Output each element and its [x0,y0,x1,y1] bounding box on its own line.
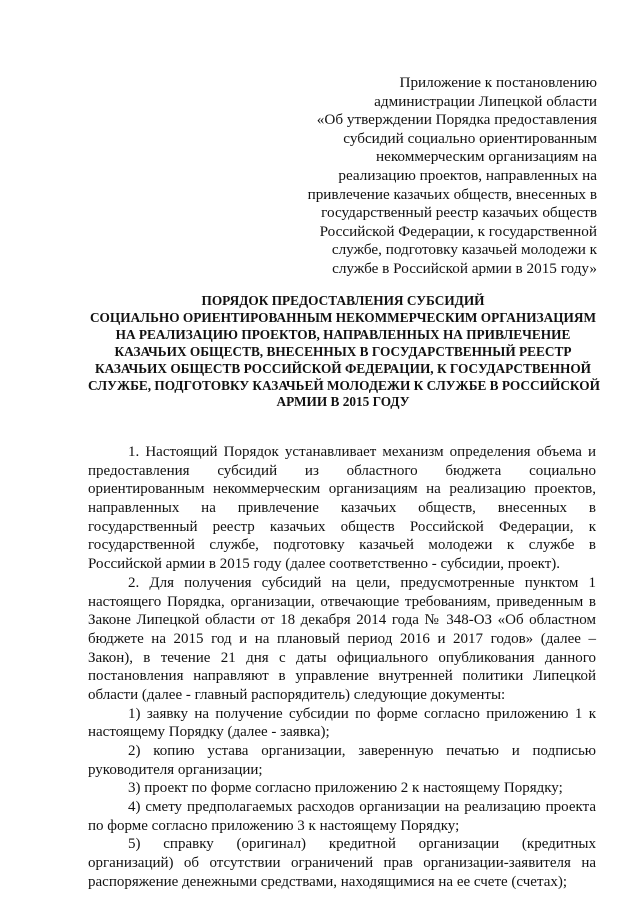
title-line: ПОРЯДОК ПРЕДОСТАВЛЕНИЯ СУБСИДИЙ [201,293,485,308]
paragraph-2-line: области (далее - главный распорядитель) следующие документы: [88,686,506,703]
title-line: АРМИИ В 2015 ГОДУ [276,394,410,410]
list-item-5-line: распоряжение денежными средствами, находящимися на ее счете (счетах); [88,873,568,890]
appendix-line: Российской Федерации, к государственной [319,222,597,240]
list-item-4-line: 4) смету предполагаемых расходов организации на реализацию проекта [128,799,596,816]
list-item-1-line: 1) заявку на получение субсидии по форме согласно приложению 1 к [128,705,596,722]
title-line: КАЗАЧЬИХ ОБЩЕСТВ РОССИЙСКОЙ ФЕДЕРАЦИИ, К ГОСУДАРСТВЕННОЙ [94,360,592,376]
paragraph-1-line: предоставления субсидий из областного бюджета социально [88,462,596,479]
title-line: СОЦИАЛЬНО ОРИЕНТИРОВАННЫМ НЕКОММЕРЧЕСКИМ ОРГАНИЗАЦИЯМ [89,309,597,325]
document-title [88,293,598,411]
appendix-header [297,74,597,279]
paragraph-2-line: Закон), в течение 21 дня с даты официального опубликования данного [88,649,596,666]
list-item-2-line: руководителя организации; [88,761,263,778]
title-line: КАЗАЧЬИХ ОБЩЕСТВ, ВНЕСЕННЫХ В ГОСУДАРСТВЕННЫЙ РЕЕСТР [114,343,572,359]
paragraph-1-line: 1. Настоящий Порядок устанавливает механизм определения объема и [128,444,596,460]
appendix-line: службе, подготовку казачьей молодежи к [331,241,597,259]
list-item-4-line: по форме согласно приложению 3 к настоящему Порядку; [88,817,460,834]
list-item-1-line: настоящему Порядку (далее - заявка); [88,724,330,741]
paragraph-2-line: Законе Липецкой области от 18 декабря 2014 года № 348-ОЗ «Об областном [88,612,596,629]
appendix-line: привлечение казачьих обществ, внесенных в [307,185,597,203]
paragraph-2-line: бюджете на 2015 год и на плановый период 2016 и 2017 годов» (далее – [88,630,596,647]
paragraph-1-line: государственной службе, подготовку казачьей молодежи к службе в [88,537,596,554]
appendix-line: некоммерческим организациям на [375,148,597,166]
paragraph-1-line: направленных на привлечение казачьих обществ, внесенных в [88,500,596,517]
list-item-5-line: организаций) об отсутствии ограничений прав организации-заявителя на [88,855,596,872]
appendix-line: Приложение к постановлению [399,74,597,91]
paragraph-1-line: ориентированным некоммерческим организациям на реализацию проектов, [88,481,596,498]
paragraph-1-line: государственный реестр казачьих обществ Российской Федерации, к [88,518,596,535]
document-body [88,443,596,892]
paragraph-2-line: настоящего Порядка, организации, отвечающие требованиям, приведенным в [88,593,596,610]
appendix-line: реализацию проектов, направленных на [338,166,597,184]
appendix-line: субсидий социально ориентированным [343,129,597,147]
title-line: СЛУЖБЕ, ПОДГОТОВКУ КАЗАЧЬЕЙ МОЛОДЕЖИ К СЛУЖБЕ В РОССИЙСКОЙ [88,377,600,393]
appendix-line: государственный реестр казачьих обществ [321,204,597,222]
appendix-line: администрации Липецкой области [374,92,597,110]
title-line: НА РЕАЛИЗАЦИЮ ПРОЕКТОВ, НАПРАВЛЕННЫХ НА ПРИВЛЕЧЕНИЕ [115,326,571,342]
list-item-2-line: 2) копию устава организации, заверенную печатью и подписью [128,743,596,759]
appendix-line: «Об утверждении Порядка предоставления [316,111,597,129]
list-item-5-line: 5) справку (оригинал) кредитной организации (кредитных [128,836,596,853]
paragraph-2-line: постановления направляют в управление внутренней политики Липецкой [88,668,596,685]
appendix-line: службе в Российской армии в 2015 году» [332,259,597,277]
paragraph-2-line: 2. Для получения субсидий на цели, предусмотренные пунктом 1 [128,574,596,591]
list-item-3-line: 3) проект по форме согласно приложению 2 к настоящему Порядку; [128,780,563,797]
paragraph-1-line: Российской армии в 2015 году (далее соответственно - субсидии, проект). [88,556,561,573]
